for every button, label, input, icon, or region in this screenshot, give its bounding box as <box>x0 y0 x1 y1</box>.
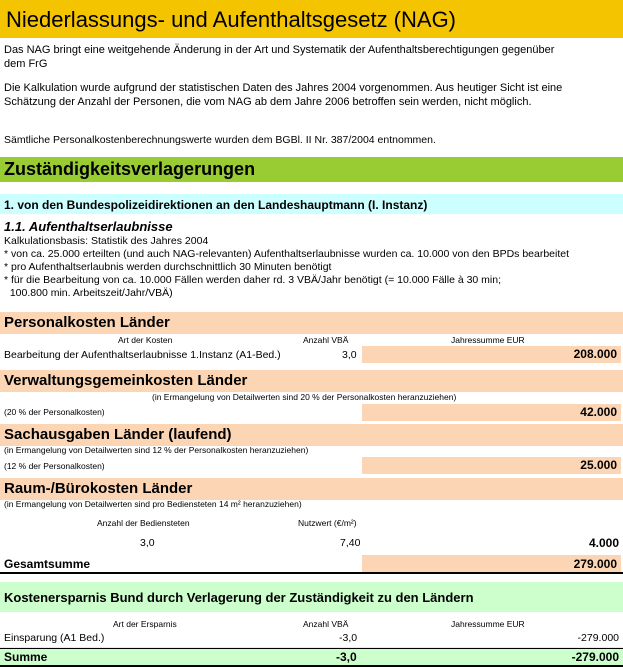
ersparnis-title: Kostenersparnis Bund durch Verlagerung der Zuständigkeit zu den Ländern <box>4 590 474 605</box>
sach-note: (in Ermangelung von Detailwerten sind 12 % der Personalkosten heranzuziehen) <box>4 445 309 455</box>
ersparnis-row-label: Einsparung (A1 Bed.) <box>4 632 105 644</box>
personal-amount-cell <box>362 346 621 363</box>
personal-col-vba: Anzahl VBÄ <box>303 335 349 345</box>
sach-amount: 25.000 <box>580 458 617 472</box>
raum-title: Raum-/Bürokosten Länder <box>4 480 193 497</box>
section-heading: Zuständigkeitsverlagerungen <box>4 159 256 179</box>
personal-col-art: Art der Kosten <box>118 335 173 345</box>
page-title: Niederlassungs- und Aufenthaltsgesetz (NAG) <box>6 7 457 32</box>
verwaltung-title: Verwaltungsgemeinkosten Länder <box>4 372 248 389</box>
personal-row-vba: 3,0 <box>342 349 357 361</box>
sub-1-1-line: Kalkulationsbasis: Statistik des Jahres 2004 <box>4 235 209 247</box>
intro-p1-line1: Das NAG bringt eine weitgehende Änderung in der Art und Systematik der Aufenthaltsberechtigungen gegenüber <box>4 44 555 56</box>
gesamt-underline <box>0 572 623 574</box>
gesamt-amount: 279.000 <box>573 557 617 571</box>
summe-band <box>0 647 623 667</box>
summe-label: Summe <box>4 650 48 664</box>
ersparnis-col-vba: Anzahl VBÄ <box>303 619 349 629</box>
sub-1-1-heading: 1.1. Aufenthaltserlaubnisse <box>4 219 173 234</box>
summe-amount: -279.000 <box>571 650 619 664</box>
verwaltung-amount-cell <box>362 404 621 421</box>
ersparnis-row-amount: -279.000 <box>577 632 619 644</box>
intro-p3: Sämtliche Personalkostenberechnungswerte wurden dem BGBl. II Nr. 387/2004 entnommen. <box>4 134 436 146</box>
summe-topline <box>0 648 623 649</box>
verwaltung-label: (20 % der Personalkosten) <box>4 407 105 417</box>
intro-p1-line2: dem FrG <box>4 58 48 70</box>
raum-col-bed: Anzahl der Bediensteten <box>97 518 190 528</box>
gesamt-amount-cell <box>362 555 621 573</box>
gesamt-label: Gesamtsumme <box>4 557 91 571</box>
verwaltung-amount: 42.000 <box>580 405 617 419</box>
verwaltung-note: (in Ermangelung von Detailwerten sind 20 % der Personalkosten heranzuziehen) <box>152 392 457 402</box>
sach-label: (12 % der Personalkosten) <box>4 461 105 471</box>
ersparnis-col-art: Art der Ersparnis <box>113 619 177 629</box>
sach-title: Sachausgaben Länder (laufend) <box>4 426 232 443</box>
raum-amount: 4.000 <box>588 536 619 550</box>
intro-p2-line1: Die Kalkulation wurde aufgrund der statistischen Daten des Jahres 2004 vorgenommen. Aus heutiger Sicht ist eine <box>4 82 563 94</box>
raum-note: (in Ermangelung von Detailwerten sind pro Bediensteten 14 m² heranzuziehen) <box>4 499 302 509</box>
personal-title: Personalkosten Länder <box>4 314 170 331</box>
sub-1-1-line: 100.800 min. Arbeitszeit/Jahr/VBÄ) <box>4 287 173 299</box>
sub-1-1-line: * von ca. 25.000 erteilten (und auch NAG-relevanten) Aufenthaltserlaubnisse wurden ca. 10.000 von den BPDs bearbeitet <box>4 248 570 260</box>
subsection-heading: 1. von den Bundespolizeidirektionen an den Landeshauptmann (I. Instanz) <box>4 198 428 212</box>
personal-col-sum: Jahressumme EUR <box>451 335 525 345</box>
personal-row-label: Bearbeitung der Aufenthaltserlaubnisse 1.Instanz (A1-Bed.) <box>4 349 281 361</box>
ersparnis-col-sum: Jahressumme EUR <box>451 619 525 629</box>
raum-val-nutz: 7,40 <box>340 537 361 549</box>
sub-1-1-line: * für die Bearbeitung von ca. 10.000 Fällen werden daher rd. 3 VBÄ/Jahr benötigt (= 10.000 Fälle à 30 min; <box>4 274 502 286</box>
sub-1-1-line: * pro Aufenthaltserlaubnis werden durchschnittlich 30 Minuten benötigt <box>4 261 332 273</box>
summe-vba: -3,0 <box>336 650 357 664</box>
personal-amount: 208.000 <box>573 347 617 361</box>
intro-p2-line2: Schätzung der Anzahl der Personen, die vom NAG ab dem Jahre 2006 betroffen sein werden, nicht möglich. <box>4 96 532 108</box>
ersparnis-row-vba: -3,0 <box>339 632 358 644</box>
raum-val-bed: 3,0 <box>140 537 155 549</box>
sach-amount-cell <box>362 457 621 474</box>
raum-col-nutz: Nutzwert (€/m²) <box>298 518 357 528</box>
